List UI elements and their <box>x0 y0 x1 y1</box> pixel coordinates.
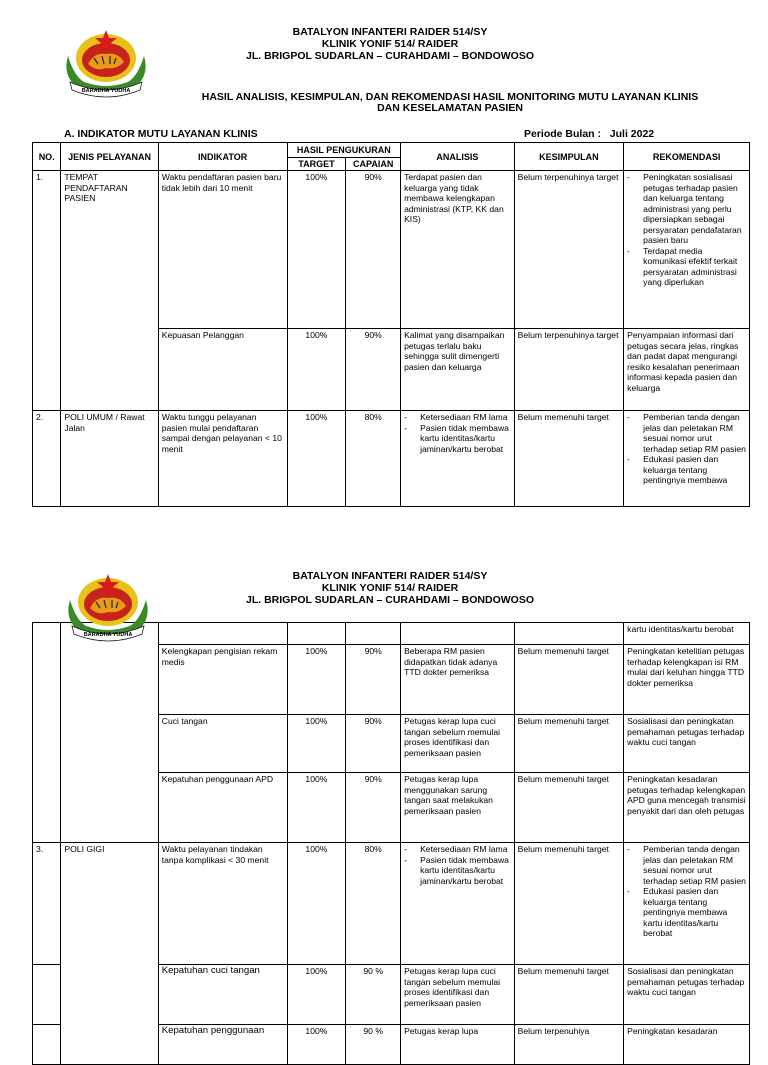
col-indikator: INDIKATOR <box>158 143 287 171</box>
clinic-name: KLINIK YONIF 514/ RAIDER <box>321 38 459 50</box>
col-kesimpulan: KESIMPULAN <box>514 143 624 171</box>
page-gap <box>0 508 768 560</box>
section-title: A. INDIKATOR MUTU LAYANAN KLINIS <box>64 128 258 140</box>
table-row: Kepatuhan penggunaan 100% 90 % Petugas kerap lupa Belum terpenuhiya Peningkatan kesadaran <box>33 1025 750 1065</box>
col-analisis: ANALISIS <box>401 143 515 171</box>
col-rekomendasi: REKOMENDASI <box>624 143 750 171</box>
period-value: Juli 2022 <box>609 128 655 140</box>
recommendation-list: - Peningkatan sosialisasi petugas terhadap pasien dan keluarga tentang administrasi yang perlu dipersiapkan sebagai persyaratan pendafataran pasien baru - Terdapat media komunikasi efektif terkait persyaratan administrasi yang diperlukan <box>627 172 746 288</box>
col-jenis: JENIS PELAYANAN <box>61 143 158 171</box>
indicator-table-page-2 <box>32 622 750 1065</box>
analysis-list: - Ketersediaan RM lama - Pasien tidak membawa kartu identitas/kartu jaminan/kartu berobat <box>404 412 511 454</box>
svg-text:BARADHA YUDHA: BARADHA YUDHA <box>83 632 133 638</box>
svg-text:BARADHA YUDHA: BARADHA YUDHA <box>81 88 131 94</box>
col-capaian: CAPAIAN <box>346 158 401 171</box>
clinic-address: JL. BRIGPOL SUDARLAN – CURAHDAMI – BONDOWOSO <box>246 594 534 606</box>
recommendation-list: - Pemberian tanda dengan jelas dan peletakan RM sesuai nomor urut terhadap setiap RM pasien - Edukasi pasien dan keluarga tentang pentingnya membawa kartu identitas/kartu berobat <box>627 844 746 939</box>
report-title: HASIL ANALISIS, KESIMPULAN, DAN REKOMENDASI HASIL MONITORING MUTU LAYANAN KLINIS DAN KESELAMATAN PASIEN <box>201 91 699 114</box>
table-row: Kepuasan Pelanggan 100% 90% Kalimat yang disampaikan petugas terlalu baku sehingga sulit dimengerti pasien dan keluarga Belum terpenuhinya target Penyampaian informasi dari petugas secara jelas, ringkas dan padat dapat mengurangi resiko kesalahan penerimaan informasi kepada pasien dan keluarga <box>33 329 750 411</box>
table-row: 2. POLI UMUM / Rawat Jalan Waktu tunggu pelayanan pasien mulai pendaftaran sampai dengan pelayanan < 10 menit 100% 80% - Ketersediaan RM lama - Pasien tidak membawa kartu identitas/kartu jaminan/kartu berobat Belum memenuhi target - Pemberian tanda dengan jelas dan peletakan RM sesuai nomor urut terhadap setiap RM pasien - Edukasi pasien dan keluarga tentang pentingnya membawa <box>33 411 750 507</box>
table-row: Kelengkapan pengisian rekam medis 100% 90% Beberapa RM pasien didapatkan tidak adanya TTD dokter pemeriksa Belum memenuhi target Peningkatan ketelitian petugas terhadap kelengkapan isi RM mulai dari keluhan hingga TTD dokter pemeriksa <box>33 645 750 715</box>
clinic-address: JL. BRIGPOL SUDARLAN – CURAHDAMI – BONDOWOSO <box>246 50 534 62</box>
period-label: Periode Bulan : Juli 2022 <box>524 128 655 140</box>
unit-name: BATALYON INFANTERI RAIDER 514/SY <box>292 570 488 582</box>
tiger-emblem-icon <box>60 570 156 642</box>
document-page-1 <box>0 0 768 508</box>
analysis-list: - Ketersediaan RM lama - Pasien tidak membawa kartu identitas/kartu jaminan/kartu berobat <box>404 844 511 886</box>
indicator-table-page-1 <box>32 142 750 507</box>
col-no: NO. <box>33 143 61 171</box>
table-row: 1. TEMPAT PENDAFTARAN PASIEN Waktu pendaftaran pasien baru tidak lebih dari 10 menit 100% 90% Terdapat pasien dan keluarga yang tidak membawa kelengkapan administrasi (KTP, KK dan KIS) Belum terpenuhinya target - Peningkatan sosialisasi petugas terhadap pasien dan keluarga tentang administrasi yang perlu dipersiapkan sebagai persyaratan pendafataran pasien baru - Terdapat media komunikasi efektif terkait persyaratan administrasi yang diperlukan <box>33 171 750 329</box>
table-row: Kepatuhan cuci tangan 100% 90 % Petugas kerap lupa cuci tangan sebelum memulai proses identifikasi dan pemeriksaan pasien Belum memenuhi target Sosialisasi dan peningkatan pemahaman petugas terhadap waktu cuci tangan <box>33 965 750 1025</box>
table-row: kartu identitas/kartu berobat <box>33 623 750 645</box>
unit-name: BATALYON INFANTERI RAIDER 514/SY <box>292 26 488 38</box>
tiger-emblem-icon <box>58 26 154 98</box>
col-target: TARGET <box>287 158 346 171</box>
document-header <box>180 570 600 606</box>
col-hasil: HASIL PENGUKURAN <box>287 143 401 158</box>
document-header <box>180 26 600 62</box>
table-row: 3. POLI GIGI Waktu pelayanan tindakan tanpa komplikasi < 30 menit 100% 80% - Ketersediaan RM lama - Pasien tidak membawa kartu identitas/kartu jaminan/kartu berobat Belum memenuhi target - Pemberian tanda dengan jelas dan peletakan RM sesuai nomor urut terhadap setiap RM pasien - Edukasi pasien dan keluarga tentang pentingnya membawa kartu identitas/kartu berobat <box>33 843 750 965</box>
recommendation-list: - Pemberian tanda dengan jelas dan peletakan RM sesuai nomor urut terhadap setiap RM pasien - Edukasi pasien dan keluarga tentang pentingnya membawa <box>627 412 746 486</box>
table-row: Cuci tangan 100% 90% Petugas kerap lupa cuci tangan sebelum memulai proses identifikasi dan pemeriksaan pasien Belum memenuhi target Sosialisasi dan peningkatan pemahaman petugas terhadap waktu cuci tangan <box>33 715 750 773</box>
table-row: Kepatuhan penggunaan APD 100% 90% Petugas kerap lupa menggunakan sarung tangan saat melakukan pemeriksaan pasien Belum memenuhi target Peningkatan kesadaran petugas terhadap kelengkapan APD guna mencegah transmisi penyakit dari dan oleh petugas <box>33 773 750 843</box>
clinic-name: KLINIK YONIF 514/ RAIDER <box>321 582 459 594</box>
